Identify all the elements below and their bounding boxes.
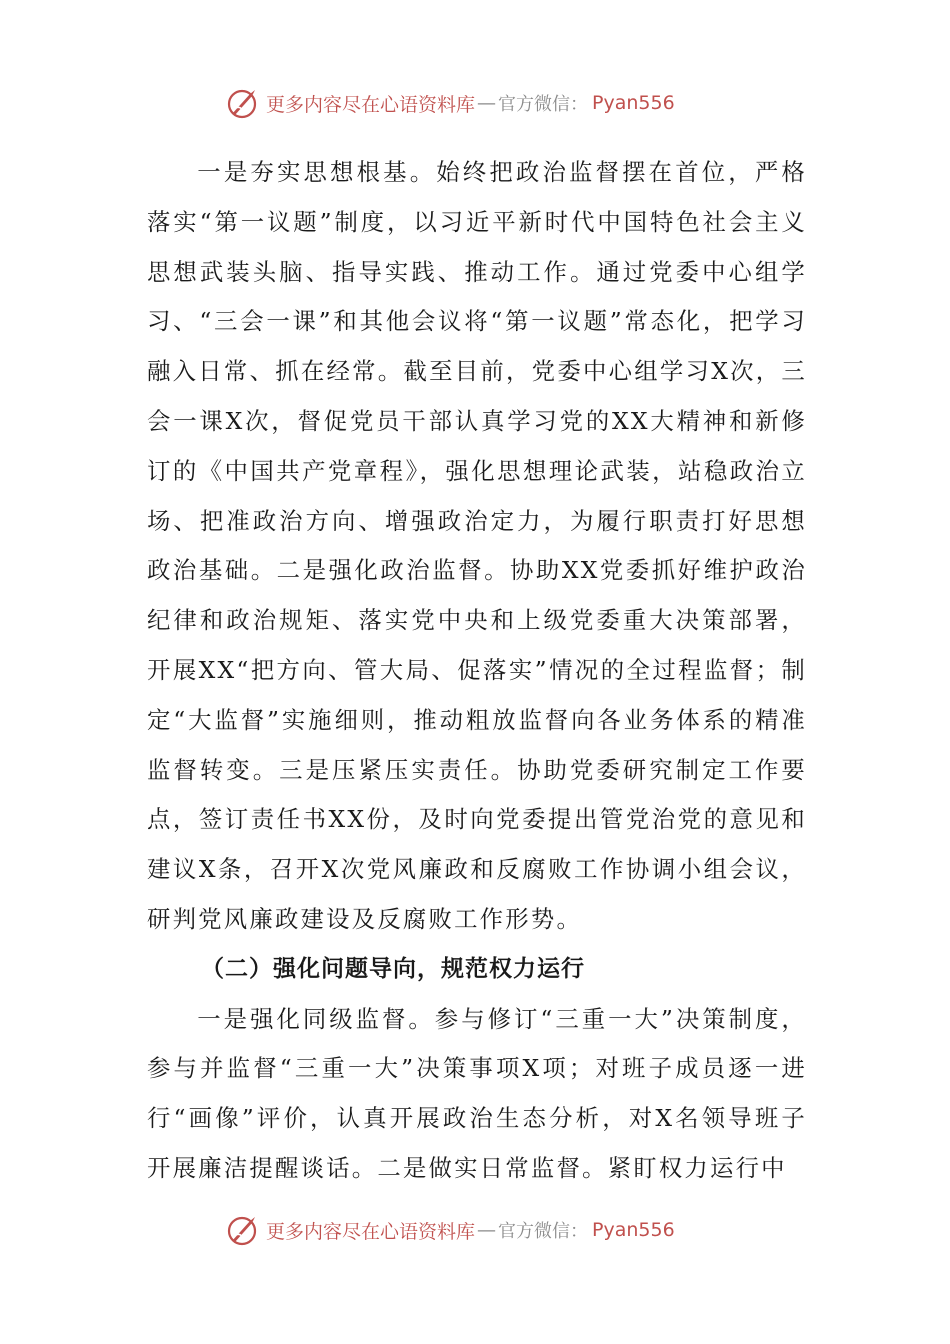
watermark-separator: — xyxy=(477,1219,497,1241)
watermark-text: 更多内容尽在心语资料库 xyxy=(266,93,476,116)
section-heading: （二）强化问题导向，规范权力运行 xyxy=(201,955,585,982)
pen-logo-icon xyxy=(226,86,260,120)
watermark-label: 官方微信： xyxy=(498,94,589,115)
watermark-text: 更多内容尽在心语资料库 xyxy=(266,1220,476,1243)
watermark-id: Pyan556 xyxy=(592,1219,675,1241)
paragraph-2: 一是强化同级监督。参与修订“三重一大”决策制度，参与并监督“三重一大”决策事项X项；对班子成员逐一进行“画像”评价，认真开展政治生态分析，对X名领导班子开展廉洁提醒谈话。二是做实日常监督。紧盯权力运行中 xyxy=(147,1004,807,1182)
paragraph-1: 一是夯实思想根基。始终把政治监督摆在首位，严格落实“第一议题”制度，以习近平新时代中国特色社会主义思想武装头脑、指导实践、推动工作。通过党委中心组学习、“三会一课”和其他会议将“第一议题”常态化，把学习融入日常、抓在经常。截至目前，党委中心组学习X次，三会一课X次，督促党员干部认真学习党的XX大精神和新修订的《中国共产党章程》，强化思想理论武装，站稳政治立场、把准政治方向、增强政治定力，为履行职责打好思想政治基础。二是强化政治监督。协助XX党委抓好维护政治纪律和政治规矩、落实党中央和上级党委重大决策部署，开展XX“把方向、管大局、促落实”情况的全过程监督；制定“大监督”实施细则，推动粗放监督向各业务体系的精准监督转变。三是压紧压实责任。协助党委研究制定工作要点，签订责任书XX份，及时向党委提出管党治党的意见和建议X条，召开X次党风廉政和反腐败工作协调小组会议，研判党风廉政建设及反腐败工作形势。 xyxy=(147,158,807,933)
document-body xyxy=(147,148,807,1194)
watermark-label: 官方微信： xyxy=(498,1221,589,1242)
watermark-footer xyxy=(226,1212,675,1248)
watermark-separator: — xyxy=(477,92,497,114)
watermark-header xyxy=(226,85,675,121)
watermark-id: Pyan556 xyxy=(592,92,675,114)
pen-logo-icon xyxy=(226,1213,260,1247)
